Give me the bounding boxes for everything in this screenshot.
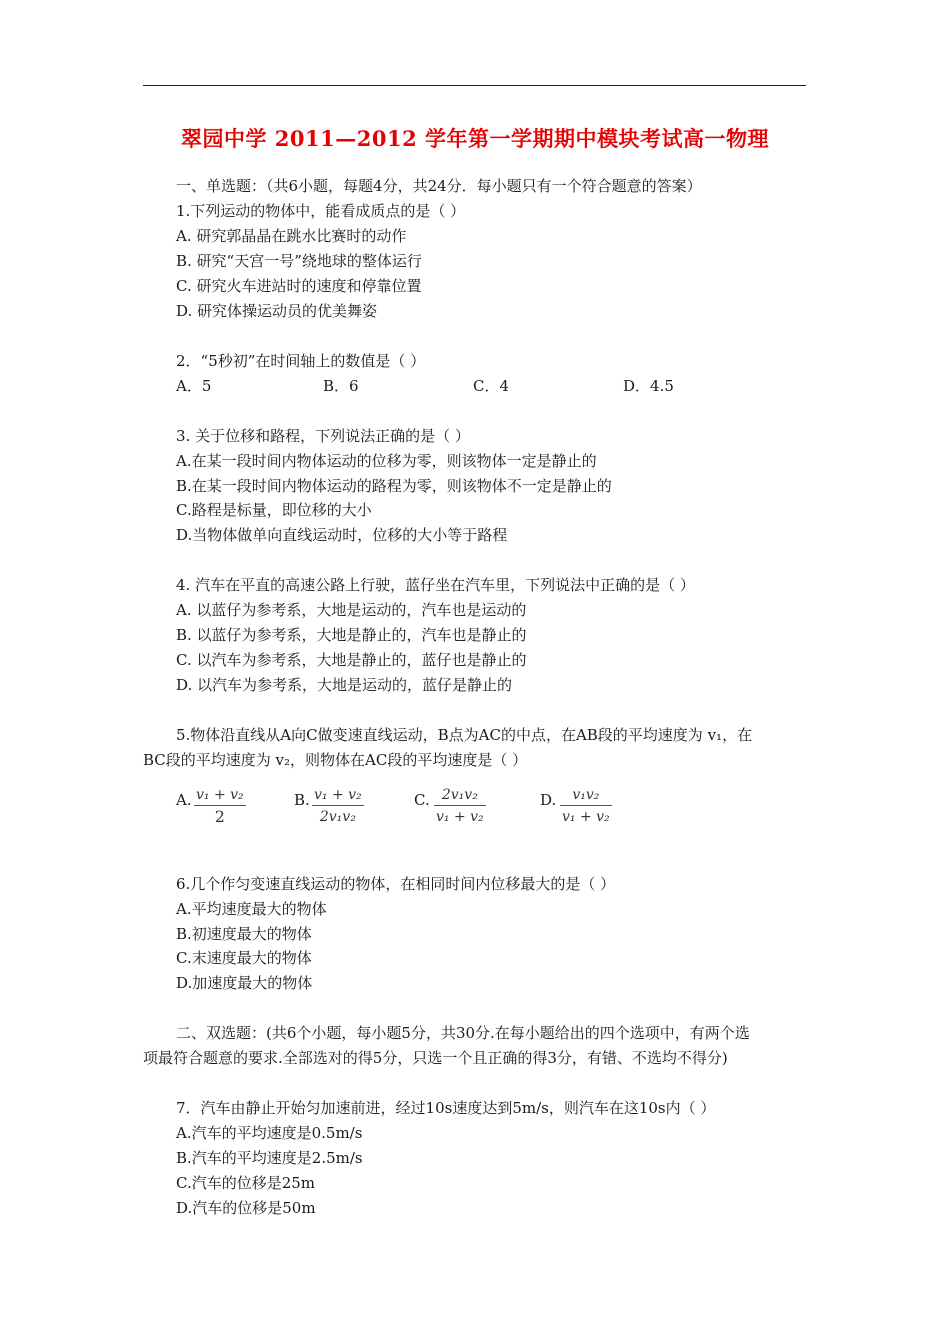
q3-option-b: B.在某一段时间内物体运动的路程为零，则该物体不一定是静止的 xyxy=(176,477,612,495)
q5-option-b-fraction xyxy=(312,785,364,828)
q5-option-a-fraction xyxy=(194,785,246,828)
q1-option-c: C. 研究火车进站时的速度和停靠位置 xyxy=(176,277,422,295)
q3-stem: 3. 关于位移和路程，下列说法正确的是（ ） xyxy=(176,427,470,445)
q5-stem-line2: BC段的平均速度为 v₂，则物体在AC段的平均速度是（ ） xyxy=(143,751,528,769)
q6-option-d: D.加速度最大的物体 xyxy=(176,974,313,992)
section1-heading: 一、单选题：（共6小题，每题4分，共24分．每小题只有一个符合题意的答案） xyxy=(176,177,702,195)
q5-option-d-denominator: v₁ + v₂ xyxy=(562,809,610,825)
q1-option-b: B. 研究“天宫一号”绕地球的整体运行 xyxy=(176,252,422,270)
q4-option-b: B. 以蓝仔为参考系，大地是静止的，汽车也是静止的 xyxy=(176,626,527,644)
q5-option-a-label: A. xyxy=(176,791,192,809)
q3-option-c: C.路程是标量，即位移的大小 xyxy=(176,501,372,519)
q1-option-a: A. 研究郭晶晶在跳水比赛时的动作 xyxy=(176,227,407,245)
section2-heading-line1: 二、双选题：(共6个小题，每小题5分，共30分.在每小题给出的四个选项中，有两个选 xyxy=(176,1024,750,1042)
q4-stem: 4. 汽车在平直的高速公路上行驶，蓝仔坐在汽车里，下列说法中正确的是（ ） xyxy=(176,576,695,594)
q3-option-d: D.当物体做单向直线运动时，位移的大小等于路程 xyxy=(176,526,508,544)
q6-stem: 6.几个作匀变速直线运动的物体，在相同时间内位移最大的是（ ） xyxy=(176,875,616,893)
q4-option-a: A. 以蓝仔为参考系，大地是运动的，汽车也是运动的 xyxy=(176,601,527,619)
q5-option-c-denominator: v₁ + v₂ xyxy=(436,809,484,825)
q2-option-a: A．5 xyxy=(176,377,212,395)
q5-option-c-fraction xyxy=(434,785,486,828)
page-title: 翠园中学 2011—2012 学年第一学期期中模块考试高一物理 xyxy=(180,126,769,151)
q6-option-c: C.末速度最大的物体 xyxy=(176,949,312,967)
q5-option-a-numerator: v₁ + v₂ xyxy=(196,787,244,803)
q7-option-d: D.汽车的位移是50m xyxy=(176,1199,316,1217)
q5-stem-line1: 5.物体沿直线从A向C做变速直线运动，B点为AC的中点，在AB段的平均速度为 v₁，在 xyxy=(176,726,753,744)
section2-heading-line2: 项最符合题意的要求.全部选对的得5分，只选一个且正确的得3分，有错、不选均不得分) xyxy=(143,1049,728,1067)
q6-option-b: B.初速度最大的物体 xyxy=(176,925,312,943)
q5-option-c-label: C. xyxy=(414,791,430,809)
q5-option-d-numerator: v₁v₂ xyxy=(572,787,600,803)
q1-option-d: D. 研究体操运动员的优美舞姿 xyxy=(176,302,378,320)
q7-option-c: C.汽车的位移是25m xyxy=(176,1174,316,1192)
q5-option-d-fraction xyxy=(560,785,612,828)
q5-options xyxy=(176,785,636,840)
q6-option-a: A.平均速度最大的物体 xyxy=(176,900,327,918)
q4-option-d: D. 以汽车为参考系，大地是运动的，蓝仔是静止的 xyxy=(176,676,513,694)
q2-stem: 2．“5秒初”在时间轴上的数值是（ ） xyxy=(176,352,426,370)
q5-option-c-numerator: 2v₁v₂ xyxy=(441,787,478,803)
q2-option-c: C．4 xyxy=(473,377,510,395)
q5-option-b-denominator: 2v₁v₂ xyxy=(319,809,356,825)
q7-option-b: B.汽车的平均速度是2.5m/s xyxy=(176,1149,363,1167)
q5-option-b-numerator: v₁ + v₂ xyxy=(314,787,362,803)
q4-option-c: C. 以汽车为参考系，大地是静止的，蓝仔也是静止的 xyxy=(176,651,527,669)
q1-stem: 1.下列运动的物体中，能看成质点的是（ ） xyxy=(176,202,466,220)
q5-option-a-denominator: 2 xyxy=(214,807,225,826)
q2-option-b: B．6 xyxy=(323,377,359,395)
q7-option-a: A.汽车的平均速度是0.5m/s xyxy=(176,1124,363,1142)
q2-option-d: D．4.5 xyxy=(623,377,674,395)
q5-option-b-label: B. xyxy=(294,791,310,809)
q7-stem: 7．汽车由静止开始匀加速前进，经过10s速度达到5m/s，则汽车在这10s内（ ） xyxy=(176,1099,716,1117)
q5-option-d-label: D. xyxy=(540,791,557,809)
header-rule xyxy=(143,85,806,86)
q3-option-a: A.在某一段时间内物体运动的位移为零，则该物体一定是静止的 xyxy=(176,452,597,470)
